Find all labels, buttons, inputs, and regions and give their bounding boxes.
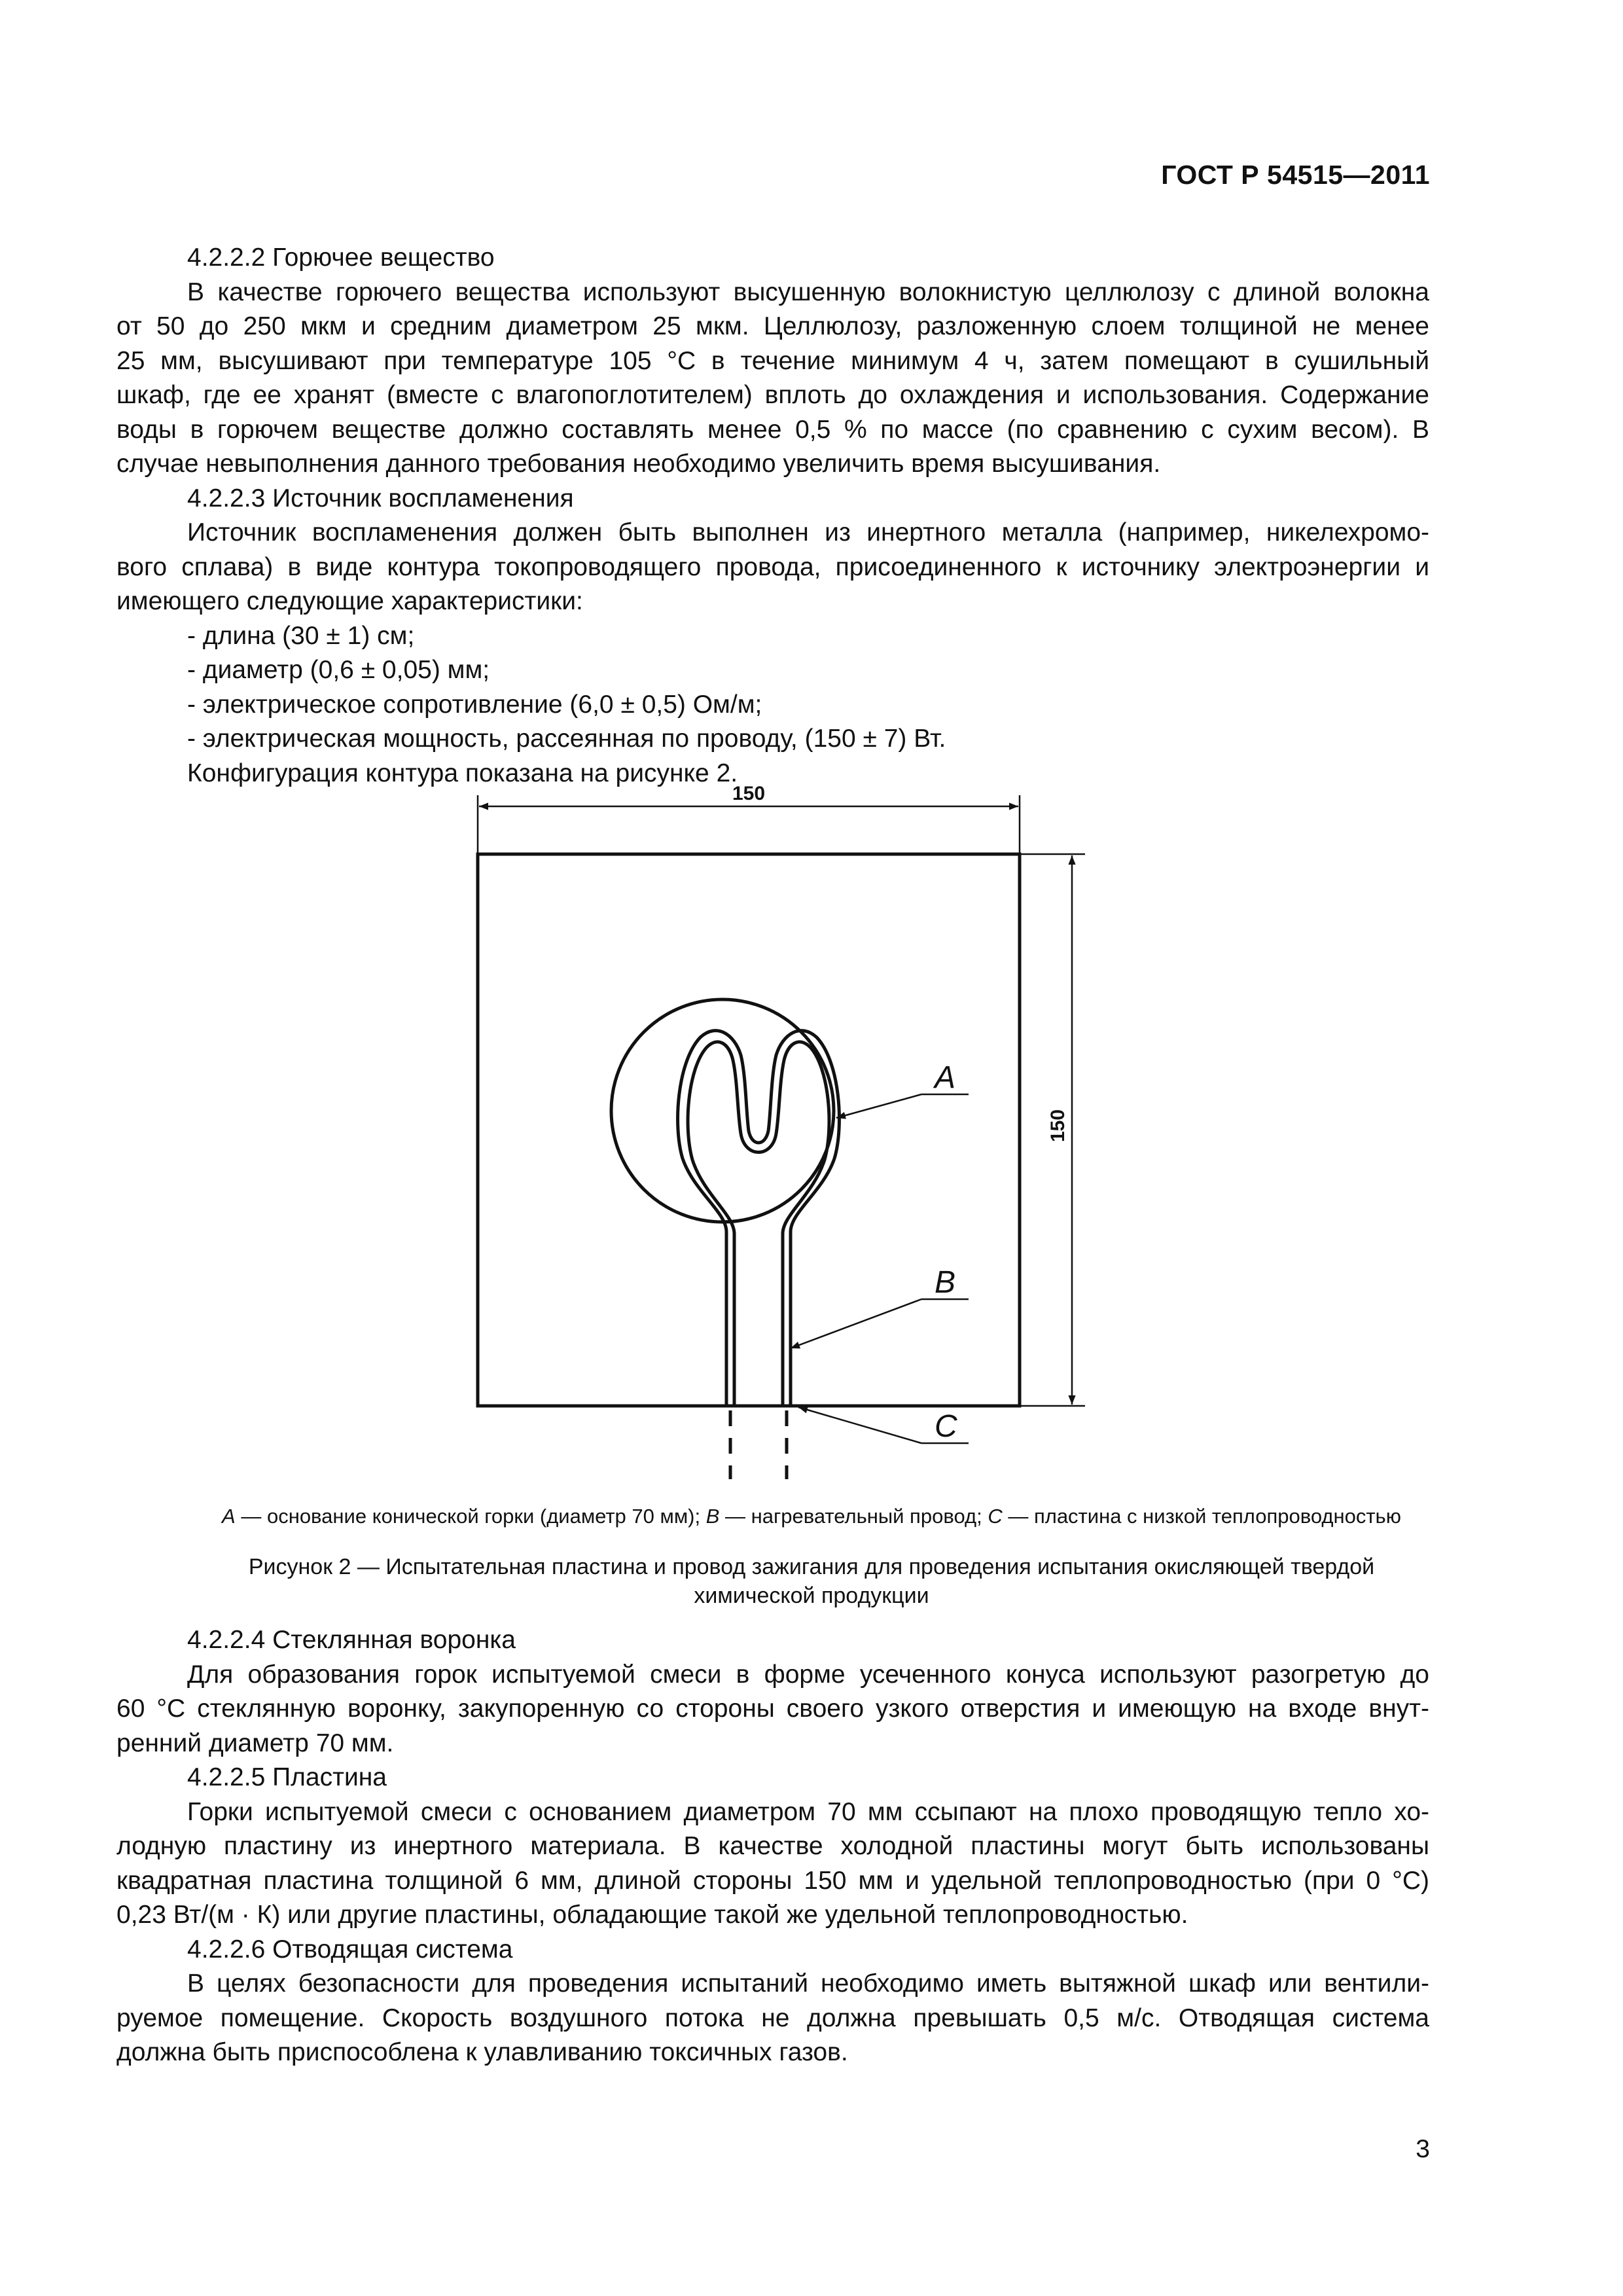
paragraph-line: В качестве горючего вещества используют высушенную волокнистую целлюлозу с длиной волокна [187, 278, 1429, 306]
paragraph-line: квадратная пластина толщиной 6 мм, длиной стороны 150 мм и удельной теплопроводностью (при 0 °С) [116, 1866, 1429, 1895]
paragraph-line: от 50 до 250 мкм и средним диаметром 25 мкм. Целлюлозу, разложенную слоем толщиной не менее [116, 312, 1429, 340]
paragraph-line: шкаф, где ее хранят (вместе с влагопоглотителем) вплоть до охлаждения и использования. Содержание [116, 381, 1429, 409]
paragraph-line: Для образования горок испытуемой смеси в форме усеченного конуса используют разогретую до [187, 1660, 1429, 1689]
text-block-lower [116, 1623, 1429, 2070]
paragraph-line: Источник воспламенения должен быть выполнен из инертного металла (например, никелехромо- [187, 518, 1429, 547]
paragraph-line: вого сплава) в виде контура токопроводящего провода, присоединенного к источнику электроэнергии и [116, 552, 1429, 581]
heating-wire-outer [678, 1031, 840, 1406]
text-block-upper [116, 241, 1429, 791]
figure-reference-line: Конфигурация контура показана на рисунке 2. [187, 759, 738, 787]
legend-text-c: — пластина с низкой теплопроводностью [1002, 1505, 1401, 1528]
list-item: - длина (30 ± 1) см; [187, 621, 415, 650]
paragraph-line: В целях безопасности для проведения испытаний необходимо иметь вытяжной шкаф или вентили- [187, 1969, 1429, 1998]
section-heading-4-2-2-3: 4.2.2.3 Источник воспламенения [187, 484, 574, 512]
paragraph-line: руемое помещение. Скорость воздушного потока не должна превышать 0,5 м/с. Отводящая система [116, 2003, 1429, 2032]
section-heading-4-2-2-2: 4.2.2.2 Горючее вещество [187, 243, 495, 272]
paragraph-line: 0,23 Вт/(м · К) или другие пластины, обладающие такой же удельной теплопроводностью. [116, 1901, 1188, 1929]
figure-2-drawing [452, 772, 1171, 1492]
legend-key-c: С [988, 1505, 1003, 1528]
paragraph-line: ренний диаметр 70 мм. [116, 1729, 394, 1757]
paragraph-line: 60 °С стеклянную воронку, закупоренную со стороны своего узкого отверстия и имеющую на входе внут- [116, 1695, 1429, 1723]
document-standard-id: ГОСТ Р 54515—2011 [1161, 160, 1430, 190]
list-item: - диаметр (0,6 ± 0,05) мм; [187, 656, 490, 684]
legend-text-b: — нагревательный провод; [719, 1505, 988, 1528]
legend-key-a: А [222, 1505, 236, 1528]
leader-line-b [791, 1299, 921, 1348]
leader-line-a [836, 1094, 921, 1118]
figure-caption-line: Рисунок 2 — Испытательная пластина и провод зажигания для проведения испытания окисляющей твердой [248, 1554, 1375, 1579]
paragraph-line: имеющего следующие характеристики: [116, 587, 583, 615]
dimension-label-top: 150 [732, 783, 766, 804]
section-heading-4-2-2-4: 4.2.2.4 Стеклянная воронка [187, 1626, 516, 1654]
leader-line-c [798, 1407, 921, 1443]
page-number: 3 [1416, 2135, 1430, 2163]
section-heading-4-2-2-6: 4.2.2.6 Отводящая система [187, 1935, 513, 1964]
legend-text-a: — основание конической горки (диаметр 70 мм); [235, 1505, 706, 1528]
section-heading-4-2-2-5: 4.2.2.5 Пластина [187, 1763, 387, 1791]
list-item: - электрическая мощность, рассеянная по проводу, (150 ± 7) Вт. [187, 725, 946, 753]
figure-caption-line: химической продукции [694, 1583, 929, 1608]
heating-wire-inner [688, 1042, 829, 1406]
paragraph-line: Горки испытуемой смеси с основанием диаметром 70 мм ссыпают на плохо проводящую тепло хо- [187, 1797, 1429, 1826]
paragraph-line: воды в горючем веществе должно составлять менее 0,5 % по массе (по сравнению с сухим весом). В [116, 415, 1429, 444]
callout-label-c: С [935, 1409, 957, 1444]
legend-key-b: В [705, 1505, 720, 1528]
figure-caption [116, 1552, 1507, 1610]
paragraph-line: случае невыполнения данного требования необходимо увеличить время высушивания. [116, 450, 1161, 478]
callout-label-a: А [935, 1060, 956, 1095]
paragraph-line: должна быть приспособлена к улавливанию токсичных газов. [116, 2038, 848, 2066]
paragraph-line: лодную пластину из инертного материала. В качестве холодной пластины могут быть использованы [116, 1832, 1429, 1860]
callout-label-b: В [935, 1265, 956, 1300]
dimension-label-right: 150 [1047, 1109, 1069, 1143]
list-item: - электрическое сопротивление (6,0 ± 0,5) Ом/м; [187, 690, 762, 719]
paragraph-line: 25 мм, высушивают при температуре 105 °С в течение минимум 4 ч, затем помещают в сушильный [116, 346, 1429, 375]
figure-legend [116, 1503, 1507, 1530]
figure-2-svg [452, 772, 1171, 1492]
